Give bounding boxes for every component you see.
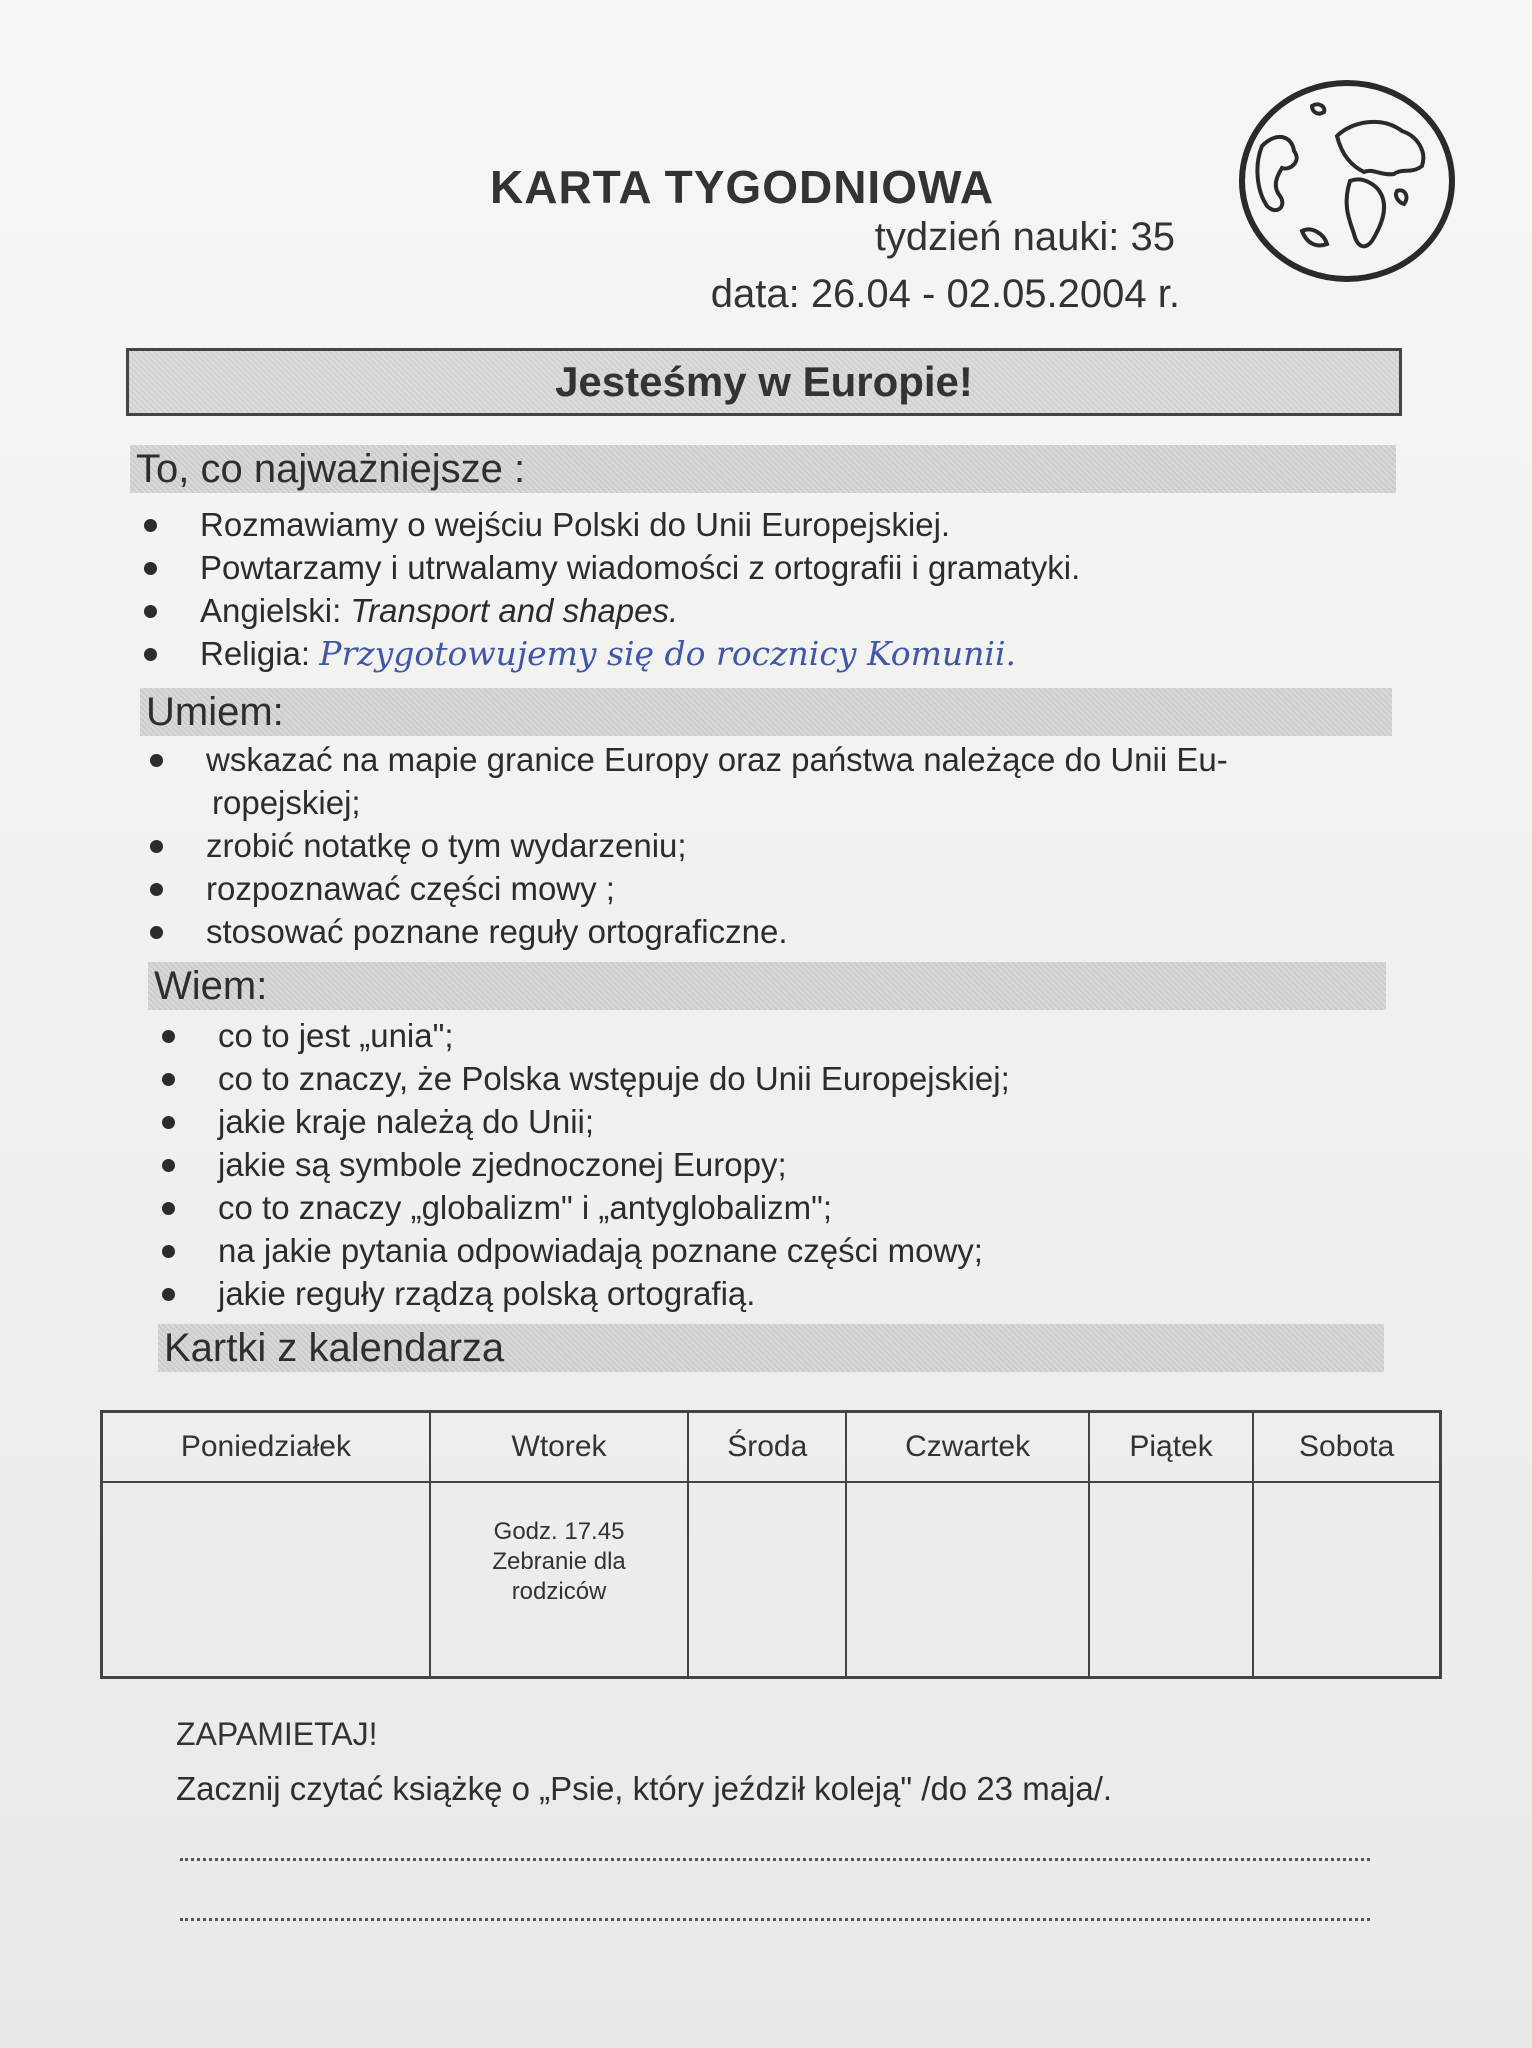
list-item-continuation: ropejskiej; xyxy=(212,784,361,821)
week-number: tydzień nauki: 35 xyxy=(874,215,1175,259)
section-heading-umiem: Umiem: xyxy=(140,688,1392,736)
calendar-table xyxy=(100,1410,1442,1679)
calendar-cell xyxy=(846,1482,1089,1678)
calendar-cell xyxy=(688,1482,846,1678)
list-item xyxy=(138,632,1080,675)
umiem-list xyxy=(144,738,1228,953)
calendar-cell-wtorek xyxy=(430,1482,688,1678)
list-item: Powtarzamy i utrwalamy wiadomości z ortografii i gramatyki. xyxy=(138,546,1080,589)
list-item: wskazać na mapie granice Europy oraz państwa należące do Unii Eu- xyxy=(144,738,1228,781)
list-item: stosować poznane reguły ortograficzne. xyxy=(144,910,1228,953)
dotted-line xyxy=(180,1918,1370,1921)
page-title: KARTA TYGODNIOWA xyxy=(490,161,995,213)
list-item: jakie reguły rządzą polską ortografią. xyxy=(156,1272,1010,1315)
list-item: jakie są symbole zjednoczonej Europy; xyxy=(156,1143,1010,1186)
wiem-list xyxy=(156,1014,1010,1315)
religia-label: Religia: xyxy=(200,635,320,672)
list-item: zrobić notatkę o tym wydarzeniu; xyxy=(144,824,1228,867)
calendar-cell xyxy=(102,1482,430,1678)
date-range: data: 26.04 - 02.05.2004 r. xyxy=(710,272,1180,316)
angielski-value: Transport and shapes. xyxy=(350,592,679,629)
calendar-day-header: Sobota xyxy=(1253,1412,1440,1483)
note-line: Zebranie dla xyxy=(492,1548,626,1575)
globe-icon xyxy=(1232,76,1462,286)
calendar-day-header: Piątek xyxy=(1089,1412,1253,1483)
list-item: rozpoznawać części mowy ; xyxy=(144,867,1228,910)
calendar-day-header: Wtorek xyxy=(430,1412,688,1483)
topic-banner: Jesteśmy w Europie! xyxy=(126,348,1402,416)
remember-text: Zacznij czytać książkę o „Psie, który jeździł koleją" /do 23 maja/. xyxy=(176,1770,1113,1807)
najwazniejsze-list xyxy=(138,503,1080,675)
calendar-day-header: Czwartek xyxy=(846,1412,1089,1483)
list-item: jakie kraje należą do Unii; xyxy=(156,1100,1010,1143)
calendar-day-header: Poniedziałek xyxy=(102,1412,430,1483)
list-item: co to jest „unia"; xyxy=(156,1014,1010,1057)
list-item xyxy=(138,589,1080,632)
calendar-day-header: Środa xyxy=(688,1412,846,1483)
list-item: Rozmawiamy o wejściu Polski do Unii Europejskiej. xyxy=(138,503,1080,546)
religia-handwritten-value: Przygotowujemy się do rocznicy Komunii. xyxy=(319,634,1017,673)
calendar-cell xyxy=(1253,1482,1440,1678)
angielski-label: Angielski: xyxy=(200,592,351,629)
calendar-cell xyxy=(1089,1482,1253,1678)
dotted-line xyxy=(180,1858,1370,1861)
note-line: rodziców xyxy=(511,1578,607,1605)
section-heading-kalendarz: Kartki z kalendarza xyxy=(158,1324,1384,1372)
list-item: na jakie pytania odpowiadają poznane części mowy; xyxy=(156,1229,1010,1272)
note-line: Godz. 17.45 xyxy=(493,1518,625,1545)
remember-heading: ZAPAMIETAJ! xyxy=(176,1716,378,1752)
list-item: co to znaczy, że Polska wstępuje do Unii Europejskiej; xyxy=(156,1057,1010,1100)
list-item: co to znaczy „globalizm" i „antyglobalizm"; xyxy=(156,1186,1010,1229)
section-heading-najwazniejsze: To, co najważniejsze : xyxy=(130,445,1396,493)
section-heading-wiem: Wiem: xyxy=(148,962,1386,1010)
